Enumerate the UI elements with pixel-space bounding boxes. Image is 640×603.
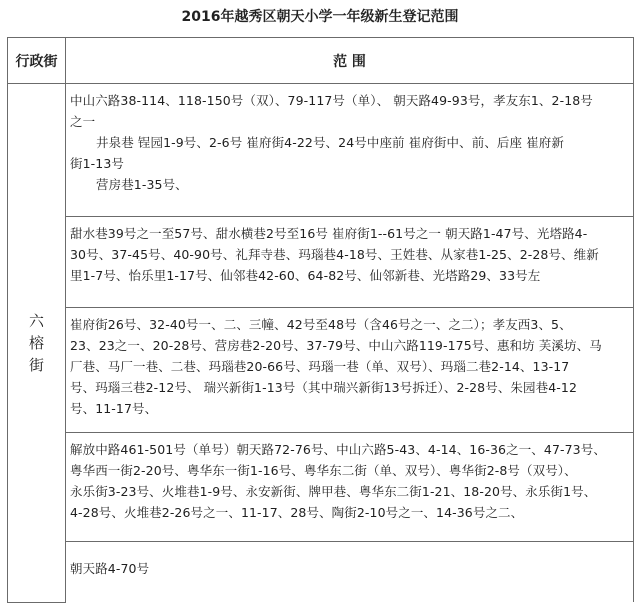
registration-table bbox=[7, 37, 634, 603]
range-line: 厂巷、马厂一巷、二巷、玛瑙巷20-66号、玛瑙一巷（单、双号）、玛瑙二巷2-14、13-17 bbox=[70, 359, 570, 374]
range-line: 号、玛瑙三巷2-12号、 瑞兴新街1-13号（其中瑞兴新街13号拆迁）、2-28号、朱园巷4-12 bbox=[70, 380, 578, 395]
range-line: 4-28号、火堆巷2-26号之一、11-17、28号、陶街2-10号之一、14-36号之二、 bbox=[70, 505, 524, 520]
table-row bbox=[8, 84, 634, 217]
header-district: 行政街 bbox=[8, 38, 66, 84]
range-line: 街1-13号 bbox=[70, 156, 124, 171]
range-cell-3 bbox=[66, 308, 634, 433]
range-line: 崔府街26号、32-40号一、二、三幢、42号至48号（含46号之一、之二）；孝友西3、5、 bbox=[70, 317, 572, 332]
range-line: 中山六路38-114、118-150号（双）、79-117号（单）、 朝天路49-93号，孝友东1、2-18号 bbox=[70, 93, 593, 108]
range-cell-2 bbox=[66, 217, 634, 308]
district-cell bbox=[8, 84, 66, 603]
table-row bbox=[8, 433, 634, 542]
table-row bbox=[8, 308, 634, 433]
range-line: 井泉巷 锃园1-9号、2-6号 崔府街4-22号、24号中座前 崔府街中、前、后座 崔府新 bbox=[96, 135, 565, 150]
range-line: 永乐街3-23号、火堆巷1-9号、永安新街、牌甲巷、粤华东二街1-21、18-20号、永乐街1号、 bbox=[70, 484, 597, 499]
table-row bbox=[8, 217, 634, 308]
range-line: 30号、37-45号、40-90号、礼拜寺巷、玛瑙巷4-18号、王姓巷、从家巷1-25、2-28号、维新 bbox=[70, 247, 599, 262]
range-line: 甜水巷39号之一至57号、甜水横巷2号至16号 崔府街1--61号之一 朝天路1-47号、光塔路4- bbox=[70, 226, 588, 241]
district-char: 六 bbox=[28, 311, 44, 330]
range-cell-5 bbox=[66, 542, 634, 603]
document-title: 2016年越秀区朝天小学一年级新生登记范围 bbox=[181, 9, 459, 25]
range-line: 解放中路461-501号（单号）朝天路72-76号、中山六路5-43、4-14、16-36之一、47-73号、 bbox=[70, 442, 606, 457]
range-cell-1 bbox=[66, 84, 634, 217]
header-row bbox=[8, 38, 634, 84]
range-line: 朝天路4-70号 bbox=[70, 561, 150, 576]
range-line: 营房巷1-35号、 bbox=[96, 177, 188, 192]
district-char: 榕 bbox=[28, 333, 44, 352]
range-line: 号、11-17号、 bbox=[70, 401, 158, 416]
header-range: 范 围 bbox=[66, 38, 634, 84]
table-row bbox=[8, 542, 634, 603]
range-line: 之一 bbox=[70, 114, 96, 129]
range-line: 里1-7号、怡乐里1-17号、仙邻巷42-60、64-82号、仙邻新巷、光塔路29、33号左 bbox=[70, 268, 541, 283]
range-cell-4 bbox=[66, 433, 634, 542]
range-line: 粤华西一街2-20号、粤华东一街1-16号、粤华东二街（单、双号）、粤华街2-8号（双号）、 bbox=[70, 463, 577, 478]
range-line: 23、23之一、20-28号、营房巷2-20号、37-79号、中山六路119-175号、惠和坊 芙溪坊、马 bbox=[70, 338, 602, 353]
district-char: 街 bbox=[28, 355, 44, 374]
